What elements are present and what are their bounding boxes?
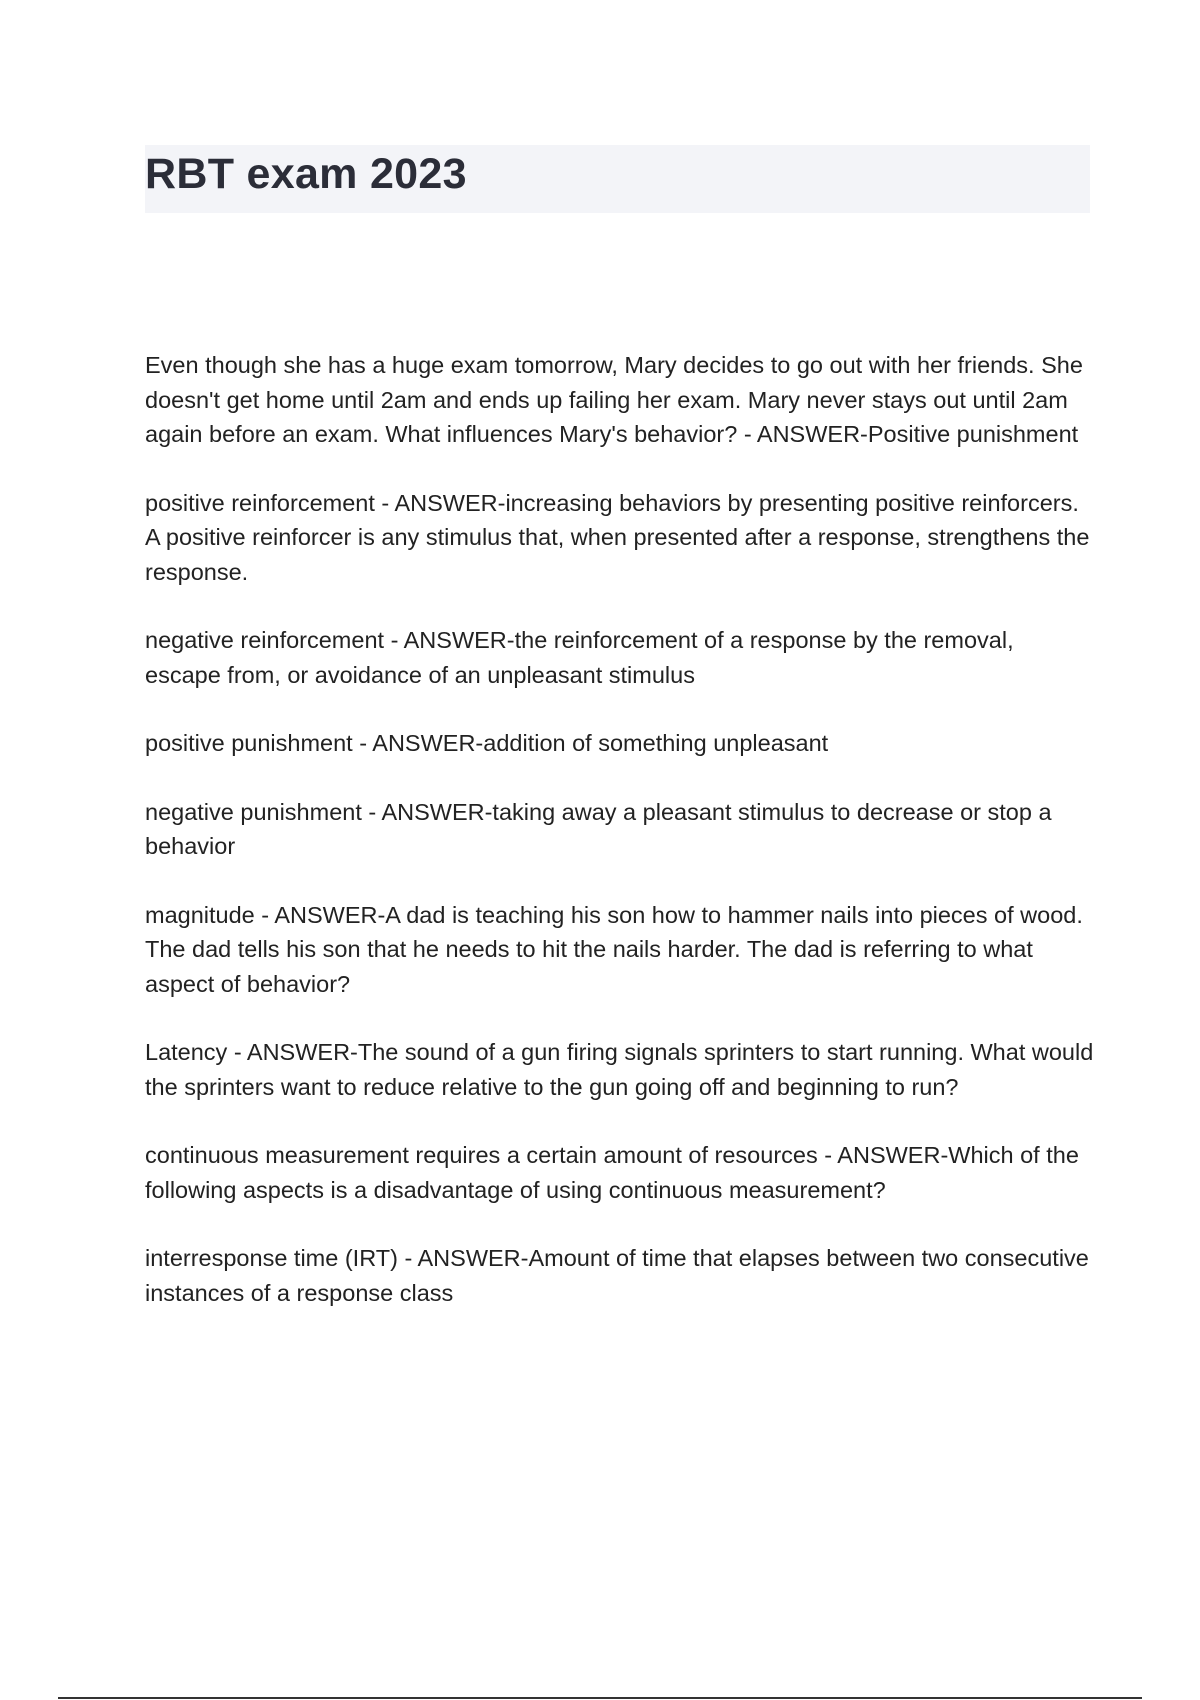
qa-list — [145, 348, 1095, 1344]
document-title: RBT exam 2023 — [145, 150, 467, 198]
qa-entry-latency: Latency - ANSWER-The sound of a gun firing signals sprinters to start running. What would the sprinters want to reduce relative to the gun going off and beginning to run? — [145, 1039, 1094, 1100]
title-band — [145, 145, 1090, 213]
qa-entry-mary-behavior: Even though she has a huge exam tomorrow, Mary decides to go out with her friends. She doesn't get home until 2am and ends up failing her exam. Mary never stays out until 2am again before an exam. What influences Mary's behavior? - ANSWER-Positive punishment — [145, 352, 1083, 447]
qa-entry-negative-reinforcement: negative reinforcement - ANSWER-the reinforcement of a response by the removal, escape from, or avoidance of an unpleasant stimulus — [145, 627, 1014, 688]
qa-entry-continuous-measurement: continuous measurement requires a certain amount of resources - ANSWER-Which of the following aspects is a disadvantage of using continuous measurement? — [145, 1142, 1079, 1203]
qa-entry-negative-punishment: negative punishment - ANSWER-taking away a pleasant stimulus to decrease or stop a behavior — [145, 798, 1052, 859]
qa-entry-positive-punishment: positive punishment - ANSWER-addition of something unpleasant — [145, 730, 829, 756]
footer-divider — [58, 1697, 1142, 1699]
qa-entry-magnitude: magnitude - ANSWER-A dad is teaching his son how to hammer nails into pieces of wood. The dad tells his son that he needs to hit the nails harder. The dad is referring to what aspect of behavior? — [145, 901, 1083, 997]
qa-entry-interresponse-time: interresponse time (IRT) - ANSWER-Amount of time that elapses between two consecutive instances of a response class — [145, 1245, 1089, 1306]
qa-entry-positive-reinforcement: positive reinforcement - ANSWER-increasing behaviors by presenting positive reinforcers. A positive reinforcer is any stimulus that, when presented after a response, strengthens the response. — [145, 489, 1090, 585]
